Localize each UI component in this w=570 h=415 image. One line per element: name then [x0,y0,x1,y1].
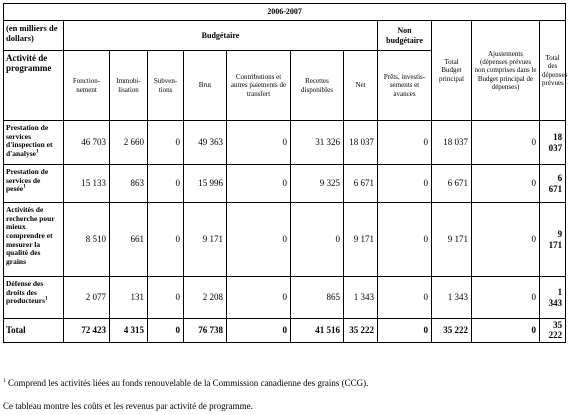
cell: 1 343 [432,277,472,319]
cell: 8 510 [64,203,110,277]
cell: 0 [227,165,291,203]
group-budgetaire: Budgétaire [64,21,378,51]
cell: 0 [227,319,291,343]
cell: 35 222 [432,319,472,343]
cell: 6 671 [344,165,378,203]
cell: 0 [472,165,540,203]
cell: 35 222 [540,319,566,343]
cell: 15 133 [64,165,110,203]
table-row [4,165,566,203]
cell: 0 [148,319,184,343]
cell: 15 996 [184,165,227,203]
total-label: Total [4,319,64,343]
col-ajustements: Ajustements (dépenses prévues non comprises dans le Budget principal de dépenses) [472,21,540,121]
col-total-budget: Total Budget principal [432,21,472,121]
row-label: Défense des droits des producteurs$^1$ [4,277,64,319]
cell: 18 037 [540,121,566,165]
unit-label: (en milliers de dollars) [4,21,64,51]
cell: 0 [378,121,432,165]
footnote-1: $^1$ Comprend les activités liées au fonds renouvelable de la Commission canadienne des grains (CCG). [3,378,369,388]
row-label: Prestation de services d'inspection et d'analyse$^1$ [4,121,64,165]
cell: 0 [378,165,432,203]
cell: 9 171 [432,203,472,277]
cell: 0 [148,277,184,319]
cell: 0 [148,121,184,165]
cell: 2 077 [64,277,110,319]
col-contributions: Contributions et autres paiements de transfert [227,51,291,121]
row-label: Prestation de services de pesée$^1$ [4,165,64,203]
table-row [4,203,566,277]
cell: 72 423 [64,319,110,343]
cell: 865 [291,277,344,319]
col-brut: Brut [184,51,227,121]
cell: 0 [378,277,432,319]
col-net: Net [344,51,378,121]
cell: 9 171 [540,203,566,277]
cell: 0 [472,121,540,165]
cell: 4 315 [110,319,148,343]
cell: 2 660 [110,121,148,165]
cell: 0 [378,203,432,277]
cell: 0 [148,165,184,203]
footnote-2: Ce tableau montre les coûts et les revenus par activité de programme. [3,401,253,411]
cell: 6 671 [540,165,566,203]
cell: 0 [472,277,540,319]
cell: 1 343 [540,277,566,319]
col-fonctionnement: Fonction-nement [64,51,110,121]
cell: 131 [110,277,148,319]
table-row [4,121,566,165]
cell: 35 222 [344,319,378,343]
cell: 18 037 [344,121,378,165]
cell: 0 [148,203,184,277]
cell: 0 [472,319,540,343]
col-prets: Prêts, investis-sements et avances [378,51,432,121]
activity-header: Activité de programme [4,51,64,121]
total-row [4,319,566,343]
cell: 31 326 [291,121,344,165]
cell: 9 325 [291,165,344,203]
cell: 0 [227,203,291,277]
planned-spending-table [3,3,566,343]
cell: 41 516 [291,319,344,343]
cell: 6 671 [432,165,472,203]
cell: 661 [110,203,148,277]
row-label: Activités de recherche pour mieux comprendre et mesurer la qualité des grains [4,203,64,277]
cell: 863 [110,165,148,203]
cell: 0 [378,319,432,343]
cell: 76 738 [184,319,227,343]
table-row [4,277,566,319]
cell: 1 343 [344,277,378,319]
cell: 18 037 [432,121,472,165]
cell: 0 [472,203,540,277]
col-immobilisation: Immobi-lisation [110,51,148,121]
cell: 0 [291,203,344,277]
cell: 0 [227,121,291,165]
cell: 9 171 [184,203,227,277]
col-total-depenses: Total des dépenses prévues [540,21,566,121]
fiscal-year: 2006-2007 [4,4,566,21]
cell: 2 208 [184,277,227,319]
col-subventions: Subven-tions [148,51,184,121]
cell: 9 171 [344,203,378,277]
cell: 0 [227,277,291,319]
col-recettes: Recettes disponibles [291,51,344,121]
cell: 46 703 [64,121,110,165]
group-non-budgetaire: Non budgétaire [378,21,432,51]
cell: 49 363 [184,121,227,165]
